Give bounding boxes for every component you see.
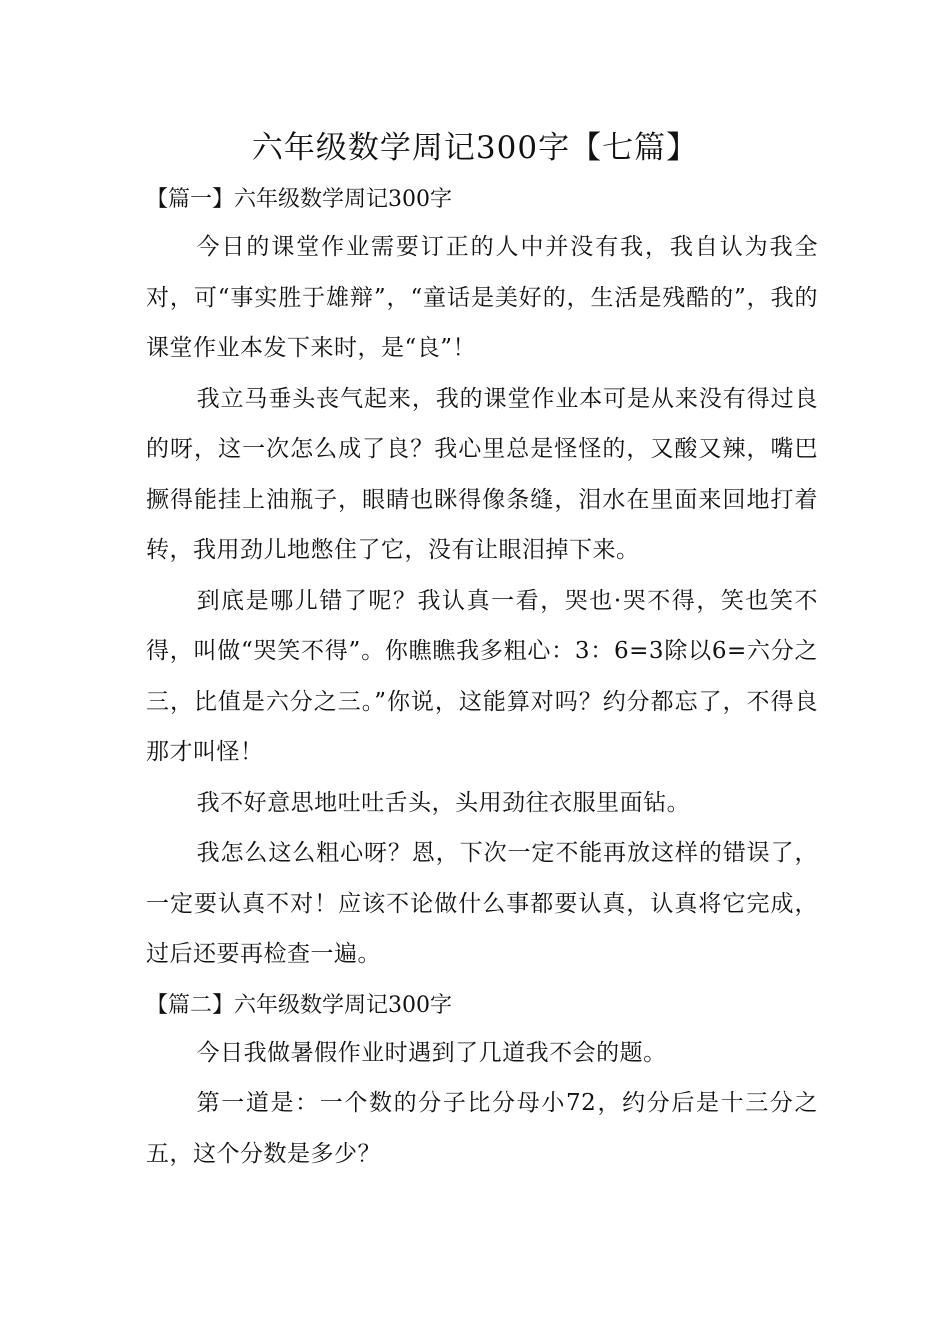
document-title: 六年级数学周记300字【七篇】 (251, 130, 699, 166)
paragraph: 到底是哪儿错了呢？我认真一看，哭也·哭不得，笑也笑不得，叫做“哭笑不得”。你瞧瞧我多粗心：3：6=3除以6=六分之三，比值是六分之三。”你说，这能算对吗？约分都忘了，不得良那才叫怪！ (146, 587, 818, 765)
paragraph: 今日的课堂作业需要订正的人中并没有我，我自认为我全对，可“事实胜于雄辩”，“童话是美好的，生活是残酷的”，我的课堂作业本发下来时，是“良”！ (146, 234, 818, 361)
section-2 (146, 984, 818, 1180)
document-body (146, 178, 818, 1179)
section-heading: 【篇二】六年级数学周记300字 (146, 992, 452, 1018)
paragraph: 第一道是：一个数的分子比分母小72，约分后是十三分之五，这个分数是多少？ (146, 1090, 818, 1167)
paragraph: 今日我做暑假作业时遇到了几道我不会的题。 (196, 1039, 667, 1066)
paragraph: 我不好意思地吐吐舌头，头用劲往衣服里面钻。 (196, 789, 691, 816)
paragraph: 我立马垂头丧气起来，我的课堂作业本可是从来没有得过良的呀，这一次怎么成了良？我心里总是怪怪的，又酸又辣，嘴巴撅得能挂上油瓶子，眼睛也眯得像条缝，泪水在里面来回地打着转，我用劲儿地憋住了它，没有让眼泪掉下来。 (146, 385, 818, 563)
section-heading: 【篇一】六年级数学周记300字 (146, 187, 452, 212)
section-1 (146, 178, 818, 980)
paragraph: 我怎么这么粗心呀？恩，下次一定不能再放这样的错误了，一定要认真不对！应该不论做什么事都要认真，认真将它完成，过后还要再检查一遍。 (146, 840, 818, 967)
